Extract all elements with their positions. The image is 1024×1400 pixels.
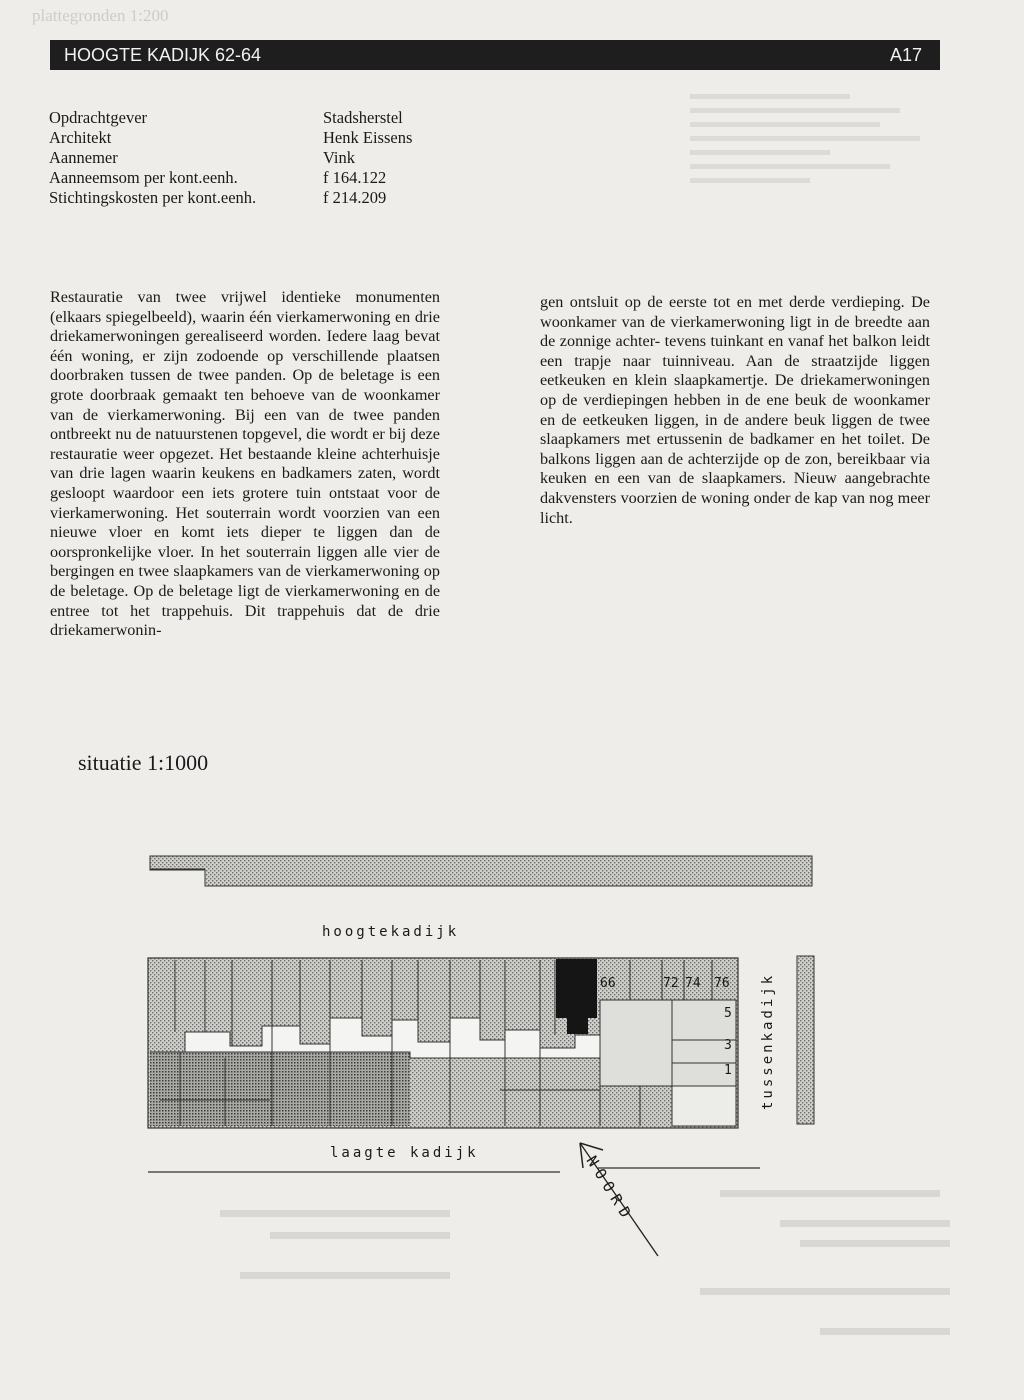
credit-value: Stadsherstel — [323, 108, 403, 127]
house-number-1: 1 — [724, 1063, 732, 1078]
body-text-left: Restauratie van twee vrijwel identieke monumenten (elkaars spiegelbeeld), waarin één vierkamerwoning en drie driekamerwoningen gerealiseerd worden. Iedere laag bevat één woning, er zijn zodoende op verschillende plaatsen doorbraken tussen de twee panden. Op de beletage is een grote doorbraak gemaakt ten behoeve van de woonkamer van de vierkamerwoning. Bij een van de twee panden ontbreekt nu de natuurstenen topgevel, die wordt er bij deze restauratie weer opgezet. Het bestaande kleine achterhuisje van drie lagen waarin keukens en badkamers zaten, wordt gesloopt waardoor een iets grotere tuin ontstaat voor de vierkamerwoning. Het souterrain wordt voorzien van een nieuwe vloer en komt iets dieper te liggen dan de oorspronkelijke vloer. In het souterrain liggen alle vier de bergingen en twee slaapkamers van de vierkamerwoning op de beletage. Op de beletage ligt de vierkamerwoning en de entree tot het trappehuis. Dit trappehuis dat de drie driekamerwonin- — [50, 288, 440, 640]
street-label-top: hoogtekadijk — [322, 924, 460, 940]
credit-label: Architekt — [49, 128, 112, 147]
credit-value: f 214.209 — [323, 188, 387, 207]
situatie-label: situatie 1:1000 — [78, 750, 209, 775]
body-text-right: gen ontsluit op de eerste tot en met derde verdieping. De woonkamer van de vierkamerwoning ligt in de breedte aan de zonnige achter- tevens tuinkant en vanaf het balkon leidt een trapje naar tuinniveau. Aan de straatzijde liggen eetkeuken en klein slaapkamertje. De driekamerwoningen op de verdiepingen hebben in de ene beuk de woonkamer en de eetkeuken liggen, in de andere beuk liggen de twee slaapkamers met ertussenin de badkamer en het toilet. De balkons liggen aan de achterzijde op de zon, bereikbaar via keuken en een van de slaapkamers. Nieuw aangebrachte dakvensters voorzien de woning onder de kap van nog meer licht. — [540, 293, 930, 527]
corner-block — [600, 1000, 736, 1086]
house-number-74: 74 — [685, 976, 701, 991]
credit-value: f 164.122 — [323, 168, 387, 187]
page-code: A17 — [889, 44, 922, 65]
street-label-bottom: laagte kadijk — [330, 1145, 479, 1161]
bleed-through-table — [180, 1180, 960, 1330]
ghost-heading: plattegronden 1:200 — [32, 6, 169, 25]
quay-right — [797, 956, 814, 1124]
north-label: NOORD — [582, 1152, 638, 1226]
credit-label: Stichtingskosten per kont.eenh. — [49, 188, 257, 207]
quay-top — [150, 856, 812, 886]
building-block-dense — [150, 1052, 410, 1126]
credit-label: Opdrachtgever — [49, 108, 148, 127]
house-number-72: 72 — [663, 976, 679, 991]
house-number-76: 76 — [714, 976, 730, 991]
credit-label: Aanneemsom per kont.eenh. — [49, 168, 238, 187]
house-number-3: 3 — [724, 1038, 732, 1053]
credit-value: Vink — [323, 148, 356, 167]
house-number-66: 66 — [600, 976, 616, 991]
credit-value: Henk Eissens — [323, 128, 413, 147]
house-number-5: 5 — [724, 1006, 732, 1021]
credit-label: Aannemer — [49, 148, 118, 167]
page-title: HOOGTE KADIJK 62-64 — [64, 44, 262, 65]
street-label-right: tussenkadijk — [760, 972, 776, 1110]
corner-lot-1 — [672, 1086, 736, 1126]
